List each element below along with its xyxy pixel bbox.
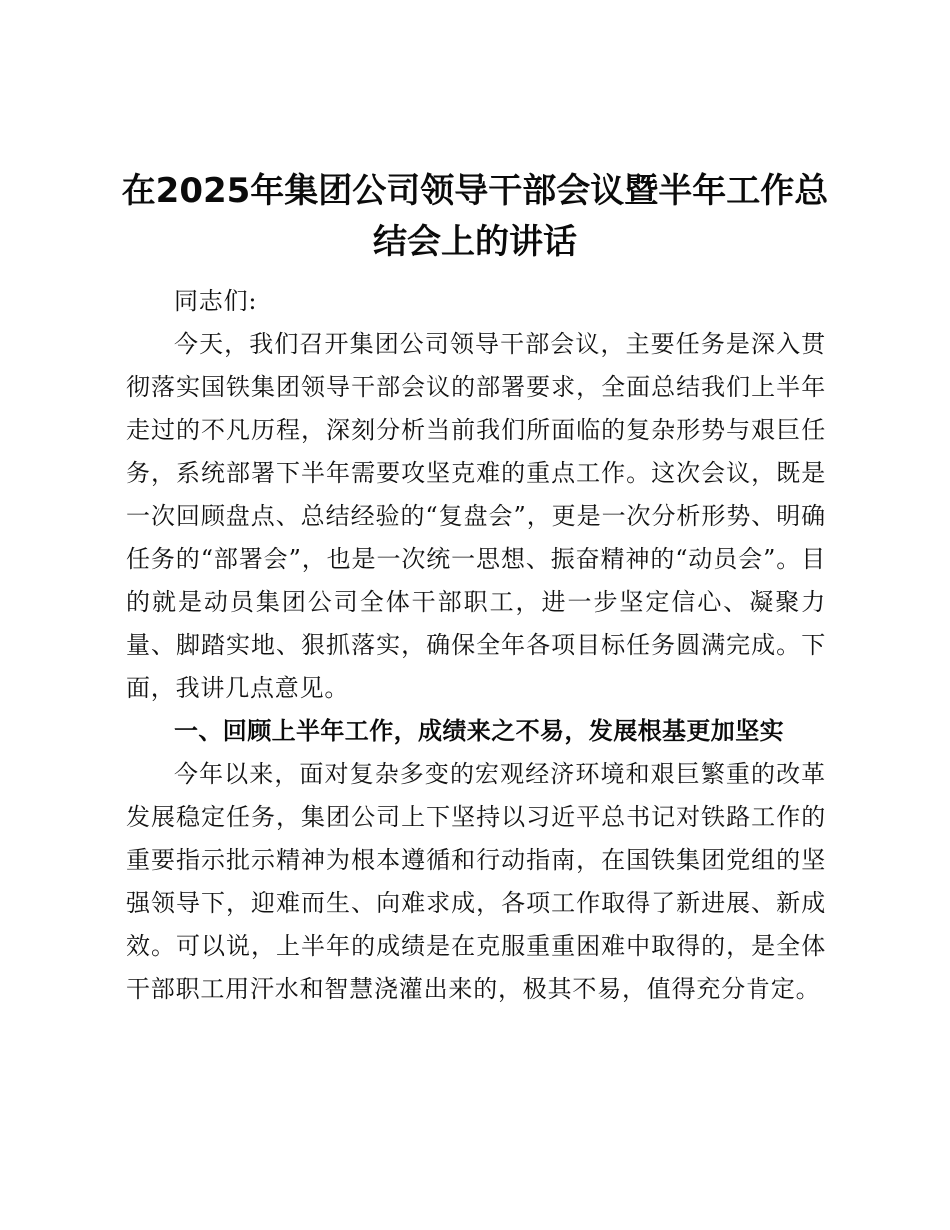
document-title: 在2025年集团公司领导干部会议暨半年工作总结会上的讲话 — [121, 171, 829, 262]
section-1-paragraph: 今年以来，面对复杂多变的宏观经济环境和艰巨繁重的改革发展稳定任务，集团公司上下坚持以习近平总书记对铁路工作的重要指示批示精神为根本遵循和行动指南，在国铁集团党组的坚强领导下，迎难而生、向难求成，各项工作取得了新进展、新成效。可以说，上半年的成绩是在克服重重困难中取得的，是全体干部职工用汗水和智慧浇灌出来的，极其不易，值得充分肯定。 — [126, 760, 826, 1003]
section-heading-1: 一、回顾上半年工作，成绩来之不易，发展根基更加坚实 — [174, 717, 784, 745]
salutation: 同志们: — [174, 287, 258, 315]
intro-paragraph: 今天，我们召开集团公司领导干部会议，主要任务是深入贯彻落实国铁集团领导干部会议的部署要求，全面总结我们上半年走过的不凡历程，深刻分析当前我们所面临的复杂形势与艰巨任务，系统部署下半年需要攻坚克难的重点工作。这次会议，既是一次回顾盘点、总结经验的“复盘会”，更是一次分析形势、明确任务的“部署会”，也是一次统一思想、振奋精神的“动员会”。目的就是动员集团公司全体干部职工，进一步坚定信心、凝聚力量、脚踏实地、狠抓落实，确保全年各项目标任务圆满完成。下面，我讲几点意见。 — [126, 330, 826, 702]
document-body — [126, 280, 826, 1011]
